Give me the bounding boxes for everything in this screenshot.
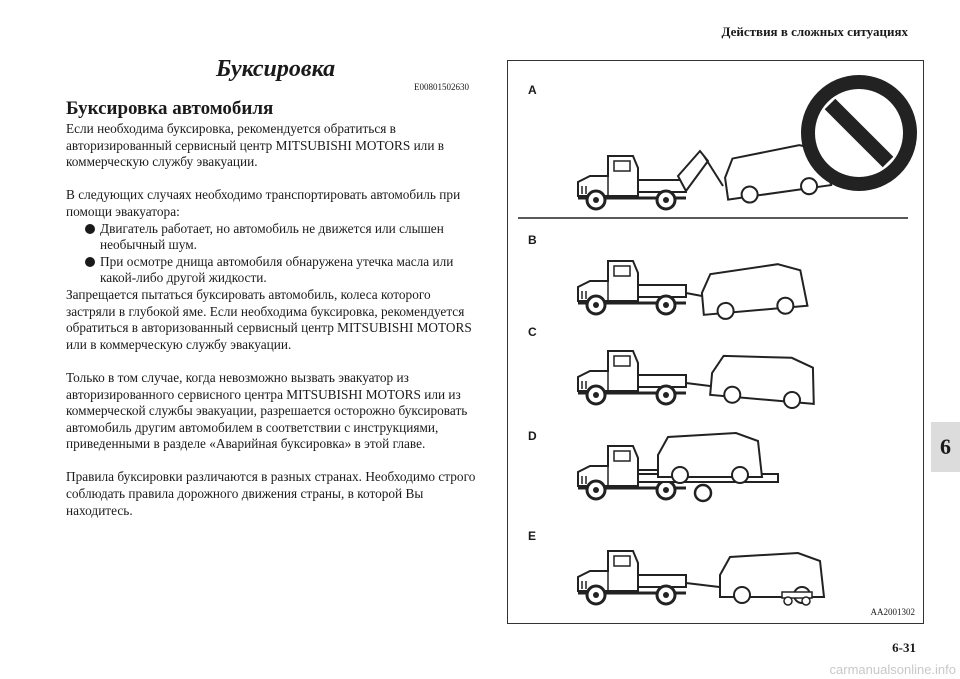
- body-text: [66, 121, 478, 536]
- paragraph-3: Только в том случае, когда невозможно вызвать эвакуатор из авторизированного сервисного центра MITSUBISHI MOTORS или из коммерческой службы эвакуации, разрешается осторожно буксировать автомобиль другим автомобилем в соответствии с инструкциями, приведенными в разделе «Аварийная буксировка» в этой главе.: [66, 369, 468, 452]
- bullet-icon: [85, 257, 95, 267]
- towing-illustration: [508, 61, 925, 625]
- panel-e-drawing: [578, 551, 824, 605]
- bullet-icon: [85, 224, 95, 234]
- panel-d-drawing: [578, 433, 778, 501]
- paragraph-2-intro: В следующих случаях необходимо транспортировать автомобиль при помощи эвакуатора:: [66, 187, 461, 219]
- paragraph-1: Если необходима буксировка, рекомендуется обратиться в авторизированный сервисный центр MITSUBISHI MOTORS или в коммерческую службу эвакуации.: [66, 121, 445, 170]
- watermark: carmanualsonline.info: [829, 662, 956, 677]
- section-code: E00801502630: [414, 82, 469, 92]
- towing-figure: [507, 60, 924, 624]
- list-item: Двигатель работает, но автомобиль не движется или слышен необычный шум.: [66, 221, 478, 254]
- panel-b-drawing: [578, 261, 808, 321]
- chapter-header: Действия в сложных ситуациях: [721, 24, 908, 39]
- paragraph-4: Правила буксировки различаются в разных странах. Необходимо строго соблюдать правила дорожного движения страны, в которой Вы находитесь.: [66, 469, 476, 518]
- section-title: Буксировка: [216, 56, 336, 82]
- subheading: Буксировка автомобиля: [66, 98, 274, 119]
- list-item: При осмотре днища автомобиля обнаружена утечка масла или какой-либо другой жидкости.: [66, 254, 478, 287]
- paragraph-2-after: Запрещается пытаться буксировать автомобиль, колеса которого застряли в глубокой яме. Если необходима буксировка, рекомендуется обратиться в авторизованный сервисный центр MITSUBISHI MOTORS или в коммерческую службу эвакуации.: [66, 286, 472, 352]
- panel-label-d: D: [528, 429, 537, 443]
- panel-label-b: B: [528, 233, 537, 247]
- panel-a-drawing: [578, 75, 917, 209]
- panel-label-c: C: [528, 325, 537, 339]
- page-number: 6-31: [892, 640, 916, 655]
- figure-code: AA2001302: [870, 607, 915, 617]
- panel-label-a: A: [528, 83, 537, 97]
- bullet-list: [66, 221, 478, 287]
- panel-c-drawing: [578, 351, 818, 410]
- chapter-tab: 6: [931, 422, 960, 472]
- panel-label-e: E: [528, 529, 537, 543]
